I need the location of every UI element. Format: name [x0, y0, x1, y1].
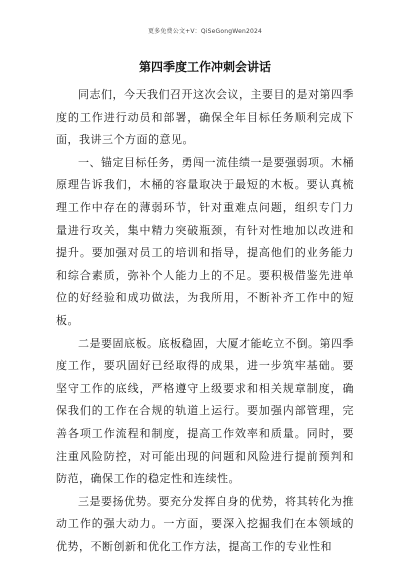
paragraph-section-three: 三是要扬优势。要充分发挥自身的优势，将其转化为推动工作的强大动力。一方面，要深入挖掘我们在本领域的优势，不断创新和优化工作方法，提高工作的专业性和 — [56, 494, 354, 553]
header-note: 更多免费公文+V：QiSeGongWen2024 — [147, 28, 263, 35]
document-body — [56, 84, 354, 558]
document-title: 第四季度工作冲刺会讲话 — [138, 60, 271, 74]
paragraph-opening: 同志们，今天我们召开这次会议，主要目的是对第四季度的工作进行动员和部署，确保全年目标任务顺利完成下面，我讲三个方面的意见。 — [56, 88, 354, 147]
paragraph-section-one: 一、锚定目标任务，勇闯一流佳绩一是要强弱项。木桶原理告诉我们，木桶的容量取决于最短的木板。要认真梳理工作中存在的薄弱环节，针对重难点问题，组织专门力量进行攻关，集中精力突破瓶颈，有针对性地加以改进和提升。要加强对员工的培训和指导，提高他们的业务能力和综合素质，弥补个人能力上的不足。要积极借鉴先进单位的好经验和成功做法，为我所用，不断补齐工作中的短板。 — [56, 155, 354, 327]
paragraph-section-two: 二是要固底板。底板稳固，大厦才能屹立不倒。第四季度工作，要巩固好已经取得的成果，进一步筑牢基础。要坚守工作的底线，严格遵守上级要求和相关规章制度，确保我们的工作在合规的轨道上运行。要加强内部管理，完善各项工作流程和制度，提高工作效率和质量。同时，要注重风险防控，对可能出现的问题和风险进行提前预判和防范，确保工作的稳定性和连续性。 — [56, 336, 354, 486]
